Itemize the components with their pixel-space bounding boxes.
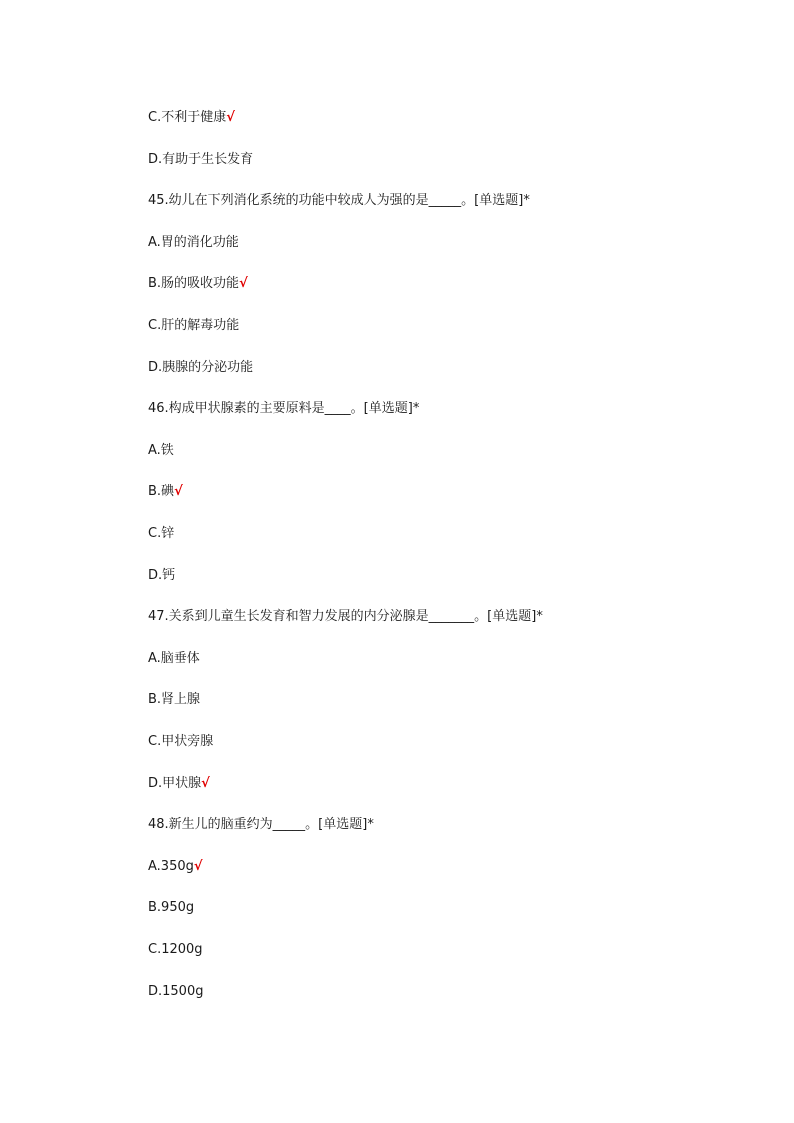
line-text: A.脑垂体	[148, 651, 200, 666]
line-text: C.甲状旁腺	[148, 734, 214, 749]
line-text: B.肠的吸收功能	[148, 276, 240, 291]
option-46d	[148, 566, 175, 586]
line-text: A.铁	[148, 443, 174, 458]
line-text: B.950g	[148, 900, 195, 915]
option-47d	[148, 774, 210, 794]
option-48a	[148, 857, 203, 877]
question-text: 47.关系到儿童生长发育和智力发展的内分泌腺是_______。[单选题]*	[148, 609, 543, 624]
option-44c	[148, 108, 235, 128]
question-46	[148, 399, 419, 419]
line-text: A.350g	[148, 859, 194, 874]
question-text: 45.幼儿在下列消化系统的功能中较成人为强的是_____。[单选题]*	[148, 193, 530, 208]
option-46a	[148, 441, 174, 461]
question-48	[148, 815, 374, 835]
question-text: 48.新生儿的脑重约为_____。[单选题]*	[148, 817, 374, 832]
correct-check-icon: √	[193, 859, 203, 874]
question-47	[148, 607, 543, 627]
correct-check-icon: √	[201, 776, 210, 791]
question-text: 46.构成甲状腺素的主要原料是____。[单选题]*	[148, 401, 420, 416]
option-47b	[148, 690, 200, 710]
line-text: D.1500g	[148, 984, 204, 999]
line-text: D.有助于生长发育	[148, 152, 254, 167]
question-45	[148, 191, 530, 211]
line-text: B.碘	[148, 484, 175, 499]
line-text: C.肝的解毒功能	[148, 318, 240, 333]
line-text: A.胃的消化功能	[148, 235, 239, 250]
option-48b	[148, 898, 194, 918]
correct-check-icon: √	[226, 110, 235, 125]
correct-check-icon: √	[174, 484, 183, 499]
line-text: C.1200g	[148, 942, 203, 957]
option-48c	[148, 940, 203, 960]
correct-check-icon: √	[239, 276, 248, 291]
option-44d	[148, 150, 253, 170]
option-46c	[148, 524, 174, 544]
option-47c	[148, 732, 213, 752]
option-45b	[148, 274, 248, 294]
line-text: D.胰腺的分泌功能	[148, 360, 254, 375]
option-45c	[148, 316, 239, 336]
option-45d	[148, 358, 253, 378]
line-text: C.锌	[148, 526, 175, 541]
line-text: B.肾上腺	[148, 692, 201, 707]
option-47a	[148, 649, 200, 669]
line-text: D.钙	[148, 568, 176, 583]
option-48d	[148, 982, 203, 1002]
option-45a	[148, 233, 239, 253]
line-text: C.不利于健康	[148, 110, 227, 125]
line-text: D.甲状腺	[148, 776, 202, 791]
option-46b	[148, 482, 183, 502]
